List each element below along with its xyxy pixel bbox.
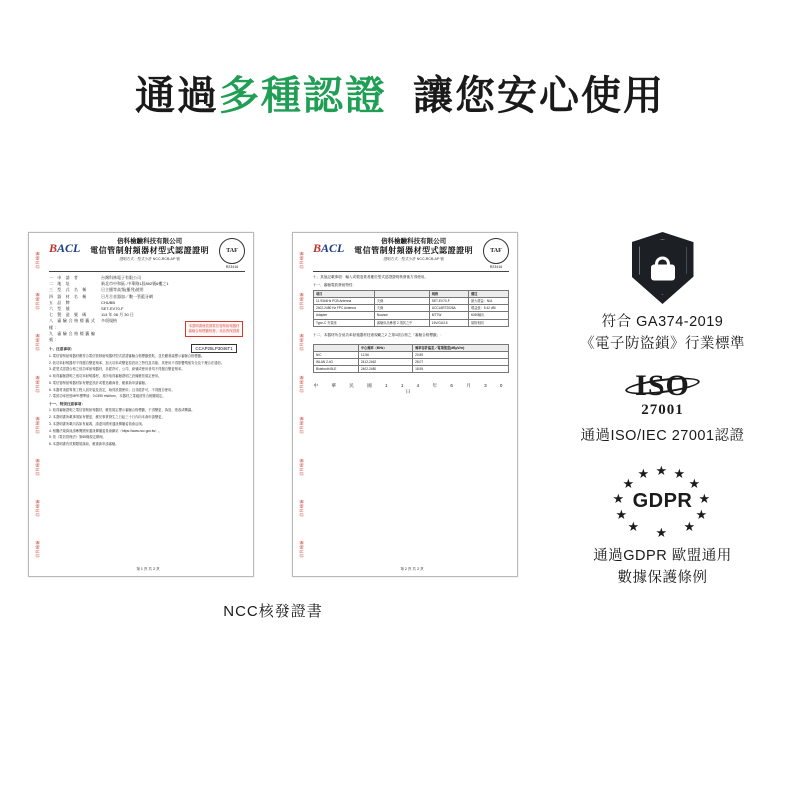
edge-mark: 倍科檢驗: [298, 416, 304, 434]
note-item: 5. 依《電信管理法》第65條規定辦理。: [49, 435, 106, 440]
iso-logo-icon: [631, 368, 694, 402]
cell: 2412-2462: [358, 359, 412, 366]
headline-part1: 通過: [135, 74, 219, 118]
certificate-caption: NCC核發證書: [223, 603, 323, 620]
edge-watermarks: [29, 233, 47, 576]
field-label: 九 審驗合格標籤編號：: [49, 330, 97, 342]
field-value: SET-EV70-F: [101, 305, 124, 311]
taf-seal: [483, 238, 509, 269]
lock-icon: [651, 256, 675, 280]
badge-iso27001: [545, 368, 780, 448]
note-item: 6. 本器材須經專業工程人員安裝及設定，始得設置使用；且非經許可，不得擅自使用。: [49, 387, 175, 392]
field-value: 台灣科林電子有限公司: [101, 275, 141, 280]
edge-mark: 倍科檢驗: [34, 250, 40, 269]
page-footer: 第 1 頁 共 2 頁: [136, 567, 160, 571]
headline-part2: 多種認證: [219, 74, 387, 118]
badge-caption-line: 通過GDPR 歐盟通用: [593, 547, 732, 564]
bacl-logo: BACL: [313, 241, 345, 255]
taf-label: TAF: [483, 238, 509, 264]
headline-part3: 讓您安心使用: [413, 74, 665, 118]
edge-mark: 倍科檢驗: [298, 499, 304, 517]
edge-mark: 倍科檢驗: [298, 540, 304, 559]
taf-number: R23416: [489, 265, 503, 269]
certificate-code: CCAP25LP3046T1: [191, 344, 236, 353]
cell: 2402-2480: [358, 366, 412, 373]
table-row: [314, 366, 509, 373]
certificate-stamp-area: [185, 321, 243, 355]
gdpr-logo-text: GDPR: [632, 489, 693, 512]
edge-mark: 倍科檢驗: [298, 457, 304, 476]
cell: WLAN 2.4G: [314, 359, 359, 366]
field-label: 七 製 造 號 碼: [49, 312, 88, 318]
note-item: 6. 本證明書有效期限屆滿前，應重新申請審驗。: [49, 442, 119, 447]
cell: 2402-2480 Hz FPC Antenna: [314, 305, 375, 312]
note-item: 2. 本證明書所載事項如有變更，應於事實發生之日起三十日內向本會申請變更。: [49, 415, 165, 420]
table-header-row: [314, 291, 509, 298]
edge-mark: 倍科檢驗: [298, 292, 304, 310]
badge-caption: [545, 426, 780, 448]
certificate-header: [49, 238, 245, 272]
badge-caption-line: 通過ISO/IEC 27001認證: [580, 428, 745, 444]
table-row: [314, 298, 509, 305]
column-header: 頻率容許偏差／電場強度(dBμV/m): [413, 344, 509, 351]
gdpr-icon: ★ ★ ★ ★ ★ ★ ★ ★ ★ ★ ★ ★ GDPR: [608, 464, 718, 538]
cell: Adapter: [314, 312, 375, 319]
note-item: 1. 取得審驗證明之電信管制射頻器材，應依規定標示審驗合格標籤，不得變更、偽造、塗改或轉讓。: [49, 408, 195, 413]
frequency-table: [313, 344, 509, 374]
cell: 12.56: [358, 351, 412, 358]
field-label: 五 品 牌: [49, 299, 72, 305]
certificate-page-2: [292, 232, 518, 577]
field-label: 四 器 材 名 稱: [49, 293, 88, 299]
certificate-subtitle: 證明方式：型式少許 NCC-RCB-AP 號: [383, 257, 444, 262]
field-label: 六 型 號: [49, 305, 72, 311]
column-header: [374, 291, 429, 298]
field-value: 日主播等高頻(播列)使用: [101, 287, 144, 293]
cell: 審驗用品參照 2 項其之中: [374, 319, 429, 326]
table-row: [314, 305, 509, 312]
field-label: 八 審驗合格標籤式樣：: [49, 318, 97, 330]
page-title: [0, 64, 800, 121]
column-header: 中心頻率（MHz）: [358, 344, 412, 351]
page-footer: 第 2 頁 共 2 頁: [400, 567, 424, 571]
cell: 增益值：5.42 dBi: [468, 305, 508, 312]
cell: 天線: [374, 305, 429, 312]
edge-mark: 倍科檢驗: [34, 333, 40, 352]
edge-mark: 倍科檢驗: [34, 499, 40, 517]
edge-mark: 倍科檢驗: [298, 250, 304, 269]
table-row: [314, 351, 509, 358]
cell: SET-EV70-F: [429, 298, 468, 305]
column-header: 備註: [468, 291, 508, 298]
cell: UCCL6RT2026A: [429, 305, 468, 312]
iso-logo-text: ISO: [635, 368, 690, 402]
edge-mark: 倍科檢驗: [34, 457, 40, 476]
certification-badges: [545, 232, 780, 605]
note-item: 4. 相關法規資訊請參閱國家通訊傳播委員會網站（https://www.ncc.gov.tw）。: [49, 428, 162, 433]
badge-caption: [545, 312, 780, 356]
badge-caption-line: 《電子防盜鎖》行業標準: [580, 335, 745, 352]
note-item: 7. 電波功率密度MPE標準值：0.0390 mW/cm²，本器材之電磁波符合相關規定。: [49, 394, 166, 399]
note-item: 1. 電信管制射頻器材應符合電信管制射頻器材型式認證審驗合格標籤張貼，並於顯著處標示審驗合格標籤。: [49, 353, 205, 358]
issuer-name: 倍科檢驗科技有限公司: [117, 238, 183, 245]
cell: 15V/GU3.5: [429, 319, 468, 326]
note-item: 3. 經型式認證合格之低功率射頻器材，非經許可，公司、商號或使用者均不得擅自變更頻率。: [49, 367, 185, 372]
field-label: 一 申 請 者: [49, 275, 80, 280]
issuer-name: 倍科檢驗科技有限公司: [381, 238, 447, 245]
table-row: [314, 359, 509, 366]
field-value: 日月合音器加／數一管藍牙網: [101, 293, 153, 299]
badge-gdpr: [545, 464, 780, 590]
column-header: 規格: [429, 291, 468, 298]
note-item: 2. 低功率射頻器材不得擅自變更頻率、加大功率或變更原設計之特性及功能；其使用不得影響飛航安全及干擾合法通信。: [49, 360, 225, 365]
section-3-label: 十二、本器材所含低功率射頻器材技術規範之2 之第1項合格之「審驗合格標籤」：: [313, 332, 444, 337]
field-value: 新北市中和區..中華路1段892號6樓之1: [101, 281, 169, 287]
field-value: 多項規格: [101, 318, 117, 324]
cell: 18.95: [413, 366, 509, 373]
certificate-title: 電信管制射頻器材型式認證證明: [354, 246, 474, 256]
cell: 11.9344Hz PCB Antenna: [314, 298, 375, 305]
edge-watermarks: [293, 233, 311, 576]
section-2-label: 十一、審驗電波發射特性：: [313, 283, 357, 287]
edge-mark: 倍科檢驗: [34, 416, 40, 434]
note-item: 4. 取得審驗證明之低功率射頻器材，其所取得審驗證明之設備應依規定使用。: [49, 374, 162, 379]
shield-lock-icon: [632, 232, 694, 304]
cell: 28.07: [413, 359, 509, 366]
cell: 規格相同: [468, 319, 508, 326]
notes-heading-1: 十、注意事項：: [49, 347, 75, 352]
cell: MTTW: [429, 312, 468, 319]
note-item: 5. 電信管制射頻器材如有變更設計或製造廠商者，應重新申請審驗。: [49, 380, 149, 385]
section-1-label: 十、其他記載事項：輸入或製造業者應於型式認證證明核發後方得使用。: [313, 275, 428, 279]
issue-date: 中 華 民 國 1 1 4 年 6 月 3 0 日: [313, 383, 509, 395]
cell: Nuance: [374, 312, 429, 319]
table-row: [314, 312, 509, 319]
edge-mark: 倍科檢驗: [34, 540, 40, 559]
red-stamp: 本證明書係依據電信管制射頻器材審驗合格標籤核發，非品質保證書: [185, 321, 243, 337]
cell: 20.89: [413, 351, 509, 358]
cell: Type-C 充電座: [314, 319, 375, 326]
cell: 天線: [374, 298, 429, 305]
iso-standard-number: 27001: [641, 402, 684, 418]
edge-mark: 倍科檢驗: [34, 375, 40, 393]
badge-caption-line: 符合 GA374-2019: [601, 314, 724, 330]
cell: 最大增益：N/A: [468, 298, 508, 305]
cell: Bluetooth BLE: [314, 366, 359, 373]
edge-mark: 倍科檢驗: [298, 375, 304, 393]
note-item: 3. 本證明書所載內容如有疑義，請逕向國家通訊傳播委員會洽詢。: [49, 421, 145, 426]
column-header: [314, 344, 359, 351]
certificate-notes: [49, 347, 245, 447]
taf-number: R23416: [225, 265, 239, 269]
antenna-spec-table: [313, 290, 509, 327]
certificate-page-1: [28, 232, 254, 577]
field-label: 三 型 式 名 稱: [49, 287, 88, 293]
badge-caption-line: 數據保護條例: [617, 569, 708, 586]
certificate-subtitle: 證明方式：型式少許 NCC-RCB-AP 號: [119, 257, 180, 262]
table-header-row: [314, 344, 509, 351]
notes-heading-2: 十一、特別注意事項：: [49, 401, 85, 406]
field-value: 114 年 06 月 30 日: [101, 312, 134, 318]
field-label: 二 地 址: [49, 281, 72, 287]
cell: N/C: [314, 351, 359, 358]
certificate-title: 電信管制射頻器材型式認證證明: [90, 246, 210, 256]
badge-ga374: [545, 232, 780, 356]
field-value: CHUBB: [101, 299, 116, 305]
edge-mark: 倍科檢驗: [298, 333, 304, 352]
column-header: 項目: [314, 291, 375, 298]
certificate-header: [313, 238, 509, 272]
bacl-logo: BACL: [49, 241, 81, 255]
taf-seal: [219, 238, 245, 269]
cell: 6030輸出: [468, 312, 508, 319]
taf-label: TAF: [219, 238, 245, 264]
badge-caption: [545, 546, 780, 590]
edge-mark: 倍科檢驗: [34, 292, 40, 310]
table-row: [314, 319, 509, 326]
